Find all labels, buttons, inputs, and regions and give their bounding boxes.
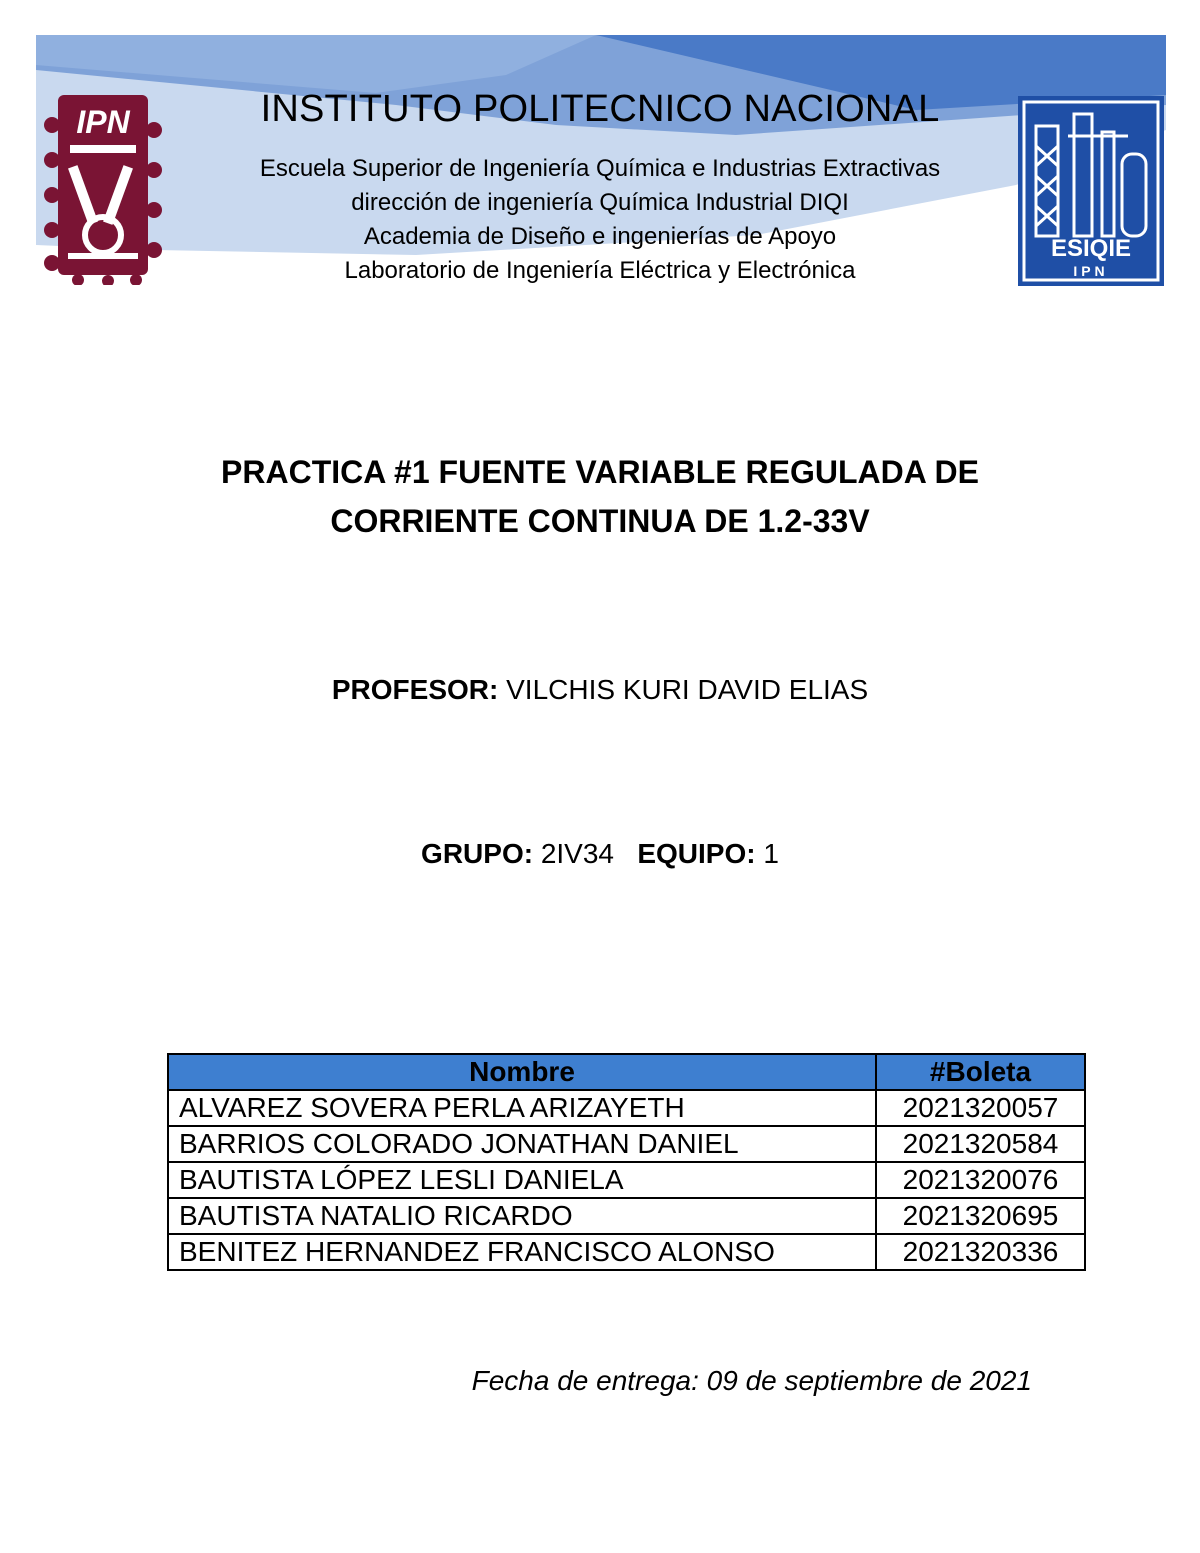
esiqie-ipn-text: IPN [1073, 263, 1109, 279]
delivery-date: Fecha de entrega: 09 de septiembre de 2021 [471, 1365, 1032, 1396]
student-name: BAUTISTA NATALIO RICARDO [168, 1198, 876, 1234]
student-boleta: 2021320336 [876, 1234, 1085, 1270]
group-line [0, 838, 1200, 870]
institution-title: INSTITUTO POLITECNICO NACIONAL [260, 88, 940, 130]
professor-line [0, 674, 1200, 706]
table-row [168, 1234, 1085, 1270]
table-row [168, 1198, 1085, 1234]
student-name: ALVAREZ SOVERA PERLA ARIZAYETH [168, 1090, 876, 1126]
student-boleta: 2021320057 [876, 1090, 1085, 1126]
header-boleta: #Boleta [876, 1054, 1085, 1090]
practice-title-line-1: PRACTICA #1 FUENTE VARIABLE REGULADA DE [221, 454, 979, 490]
student-name: BAUTISTA LÓPEZ LESLI DANIELA [168, 1162, 876, 1198]
academy-name: Academia de Diseño e ingenierías de Apoyo [363, 223, 837, 250]
professor-label: PROFESOR: [331, 674, 499, 705]
practice-title-line-2: CORRIENTE CONTINUA DE 1.2-33V [330, 503, 870, 539]
student-name: BARRIOS COLORADO JONATHAN DANIEL [168, 1126, 876, 1162]
school-name: Escuela Superior de Ingeniería Química e Industrias Extractivas [259, 155, 941, 182]
group-value: 2IV34 [540, 838, 614, 869]
header-nombre: Nombre [168, 1054, 876, 1090]
students-table [167, 1053, 1086, 1271]
student-boleta: 2021320584 [876, 1126, 1085, 1162]
table-header-row [168, 1054, 1085, 1090]
table-row [168, 1162, 1085, 1198]
student-boleta: 2021320695 [876, 1198, 1085, 1234]
table-row [168, 1090, 1085, 1126]
table-row [168, 1126, 1085, 1162]
student-boleta: 2021320076 [876, 1162, 1085, 1198]
team-label: EQUIPO: [637, 838, 756, 869]
student-name: BENITEZ HERNANDEZ FRANCISCO ALONSO [168, 1234, 876, 1270]
practice-title [0, 448, 1200, 546]
team-value: 1 [763, 838, 779, 869]
group-label: GRUPO: [421, 838, 534, 869]
ipn-logo-text: IPN [76, 104, 130, 140]
professor-name: VILCHIS KURI DAVID ELIAS [506, 674, 869, 705]
department-name: dirección de ingeniería Química Industrial DIQI [351, 189, 849, 216]
laboratory-name: Laboratorio de Ingeniería Eléctrica y Electrónica [344, 257, 856, 284]
esiqie-brand-text: ESIQIE [1050, 235, 1132, 262]
